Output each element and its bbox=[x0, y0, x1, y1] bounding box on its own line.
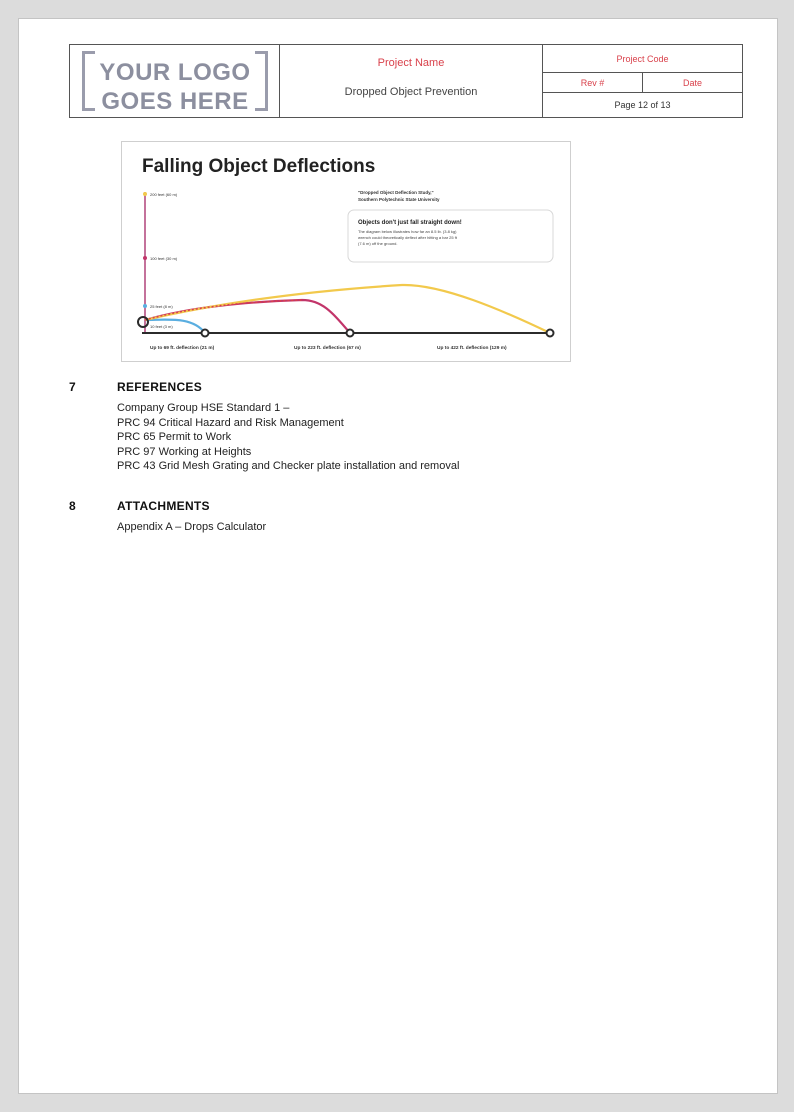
height-label-200: 200 feet (60 m) bbox=[150, 192, 178, 197]
height-marker-200 bbox=[143, 192, 147, 196]
figure-source-line1: "Dropped Object Deflection Study," bbox=[358, 190, 434, 195]
section-number: 8 bbox=[69, 499, 76, 513]
project-code: Project Code bbox=[543, 45, 742, 73]
list-item: PRC 43 Grid Mesh Grating and Checker plate installation and removal bbox=[117, 460, 460, 472]
callout-body-1: The diagram below illustrates how far an 8.5 lb. (3.8 kg) bbox=[358, 229, 457, 234]
revision-label: Rev # bbox=[543, 73, 643, 92]
landing-point-1 bbox=[202, 330, 209, 337]
callout-body-2: wrench could theoretically deflect after hitting a bar 25 ft bbox=[358, 235, 457, 240]
figure-source-line2: Southern Polytechnic State University bbox=[358, 197, 440, 202]
logo-text bbox=[85, 58, 265, 116]
section-items bbox=[117, 401, 459, 474]
trajectory-medium bbox=[145, 300, 350, 333]
logo-line1: YOUR LOGO bbox=[99, 59, 251, 86]
date-label: Date bbox=[682, 77, 702, 88]
trajectory-dotted bbox=[145, 300, 302, 320]
landing-point-3 bbox=[547, 330, 554, 337]
page-number: Page 12 of 13 bbox=[614, 100, 671, 110]
rev-date-row bbox=[543, 73, 742, 93]
logo-placeholder bbox=[82, 51, 268, 115]
list-item[interactable]: Appendix A – Drops Calculator bbox=[117, 521, 267, 533]
figure-title: Falling Object Deflections bbox=[142, 156, 376, 177]
document-title: Dropped Object Prevention bbox=[344, 86, 478, 98]
callout-body-3: (7.6 m) off the ground. bbox=[358, 241, 398, 246]
logo-line2: GOES HERE bbox=[101, 88, 249, 115]
impact-point-icon bbox=[138, 317, 148, 327]
list-item: Company Group HSE Standard 1 – bbox=[117, 402, 290, 414]
document-page bbox=[18, 18, 778, 1094]
logo-cell bbox=[70, 45, 280, 117]
height-label-25: 25 feet (8 m) bbox=[150, 304, 173, 309]
section-title: ATTACHMENTS bbox=[117, 499, 210, 513]
project-name: Project Name bbox=[377, 57, 445, 69]
height-marker-100 bbox=[143, 256, 147, 260]
callout-title: Objects don't just fall straight down! bbox=[358, 220, 462, 226]
section-items bbox=[117, 520, 266, 535]
deflection-label-2: Up to 223 ft. deflection (67 m) bbox=[294, 346, 361, 351]
document-header-table bbox=[69, 44, 743, 118]
meta-cell bbox=[543, 45, 742, 117]
list-item: PRC 65 Permit to Work bbox=[117, 431, 232, 443]
landing-point-2 bbox=[347, 330, 354, 337]
section-number: 7 bbox=[69, 380, 76, 394]
list-item: PRC 94 Critical Hazard and Risk Management bbox=[117, 416, 344, 429]
deflection-label-1: Up to 69 ft. deflection (21 m) bbox=[150, 346, 215, 351]
deflection-diagram bbox=[122, 142, 572, 363]
height-label-10: 10 feet (3 m) bbox=[150, 324, 173, 329]
falling-object-figure bbox=[121, 141, 571, 362]
section-title: REFERENCES bbox=[117, 380, 203, 394]
trajectory-long bbox=[145, 285, 550, 333]
height-label-100: 100 feet (30 m) bbox=[150, 256, 178, 261]
title-cell bbox=[280, 45, 543, 117]
deflection-label-3: Up to 422 ft. deflection (129 m) bbox=[437, 346, 507, 351]
height-marker-25 bbox=[143, 304, 147, 308]
list-item: PRC 97 Working at Heights bbox=[117, 445, 252, 458]
